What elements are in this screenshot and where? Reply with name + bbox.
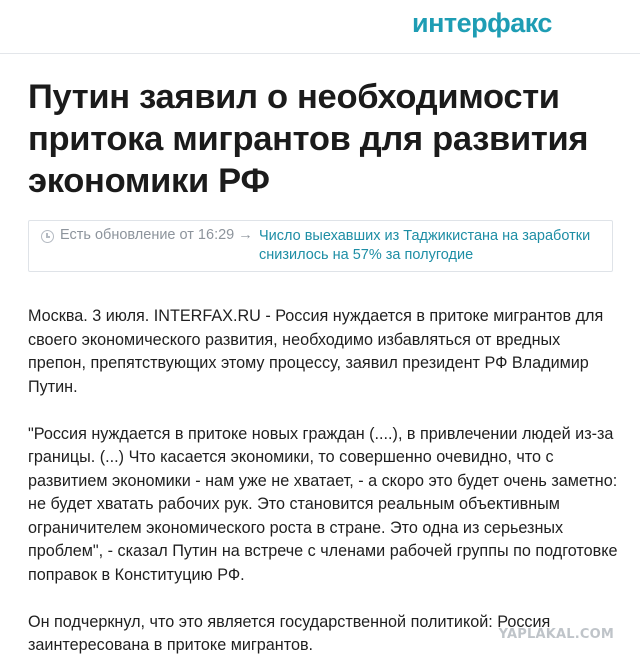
update-label: Есть обновление от 16:29 → xyxy=(60,227,253,243)
article-paragraph: "Россия нуждается в притоке новых граждан (....), в привлечении людей из-за границы. (...) Что касается экономики, то совершенно очевидно, что с развитием экономики - нам уже не хватает, - а скоро это будет очень заметно: не будет хватать рабочих рук. Это становится реальным объективным ограничителем экономического роста в стране. Это одна из серьезных проблем", - сказал Путин на встрече с членами рабочей группы по подготовке поправок в Конституцию РФ. xyxy=(28,424,618,584)
update-link[interactable]: Число выехавших из Таджикистана на заработки снизилось на 57% за полугодие xyxy=(259,228,591,263)
article-body xyxy=(28,305,618,668)
site-header xyxy=(0,0,640,54)
interfax-logo[interactable]: интерфакс xyxy=(412,8,552,38)
article-title: Путин заявил о необходимости притока мигрантов для развития экономики РФ xyxy=(28,78,589,200)
watermark: YAPLAKAL.COM xyxy=(498,627,614,642)
update-notice xyxy=(28,220,613,272)
article-paragraph: Москва. 3 июля. INTERFAX.RU - Россия нуждается в притоке мигрантов для своего экономического развития, необходимо избавляться от вредных препон, препятствующих этому процессу, заявил президент РФ Владимир Путин. xyxy=(28,307,604,396)
article-paragraph: Он подчеркнул, что это является государственной политикой: Россия заинтересована в притоке мигрантов. xyxy=(28,612,551,654)
clock-icon xyxy=(41,230,54,243)
